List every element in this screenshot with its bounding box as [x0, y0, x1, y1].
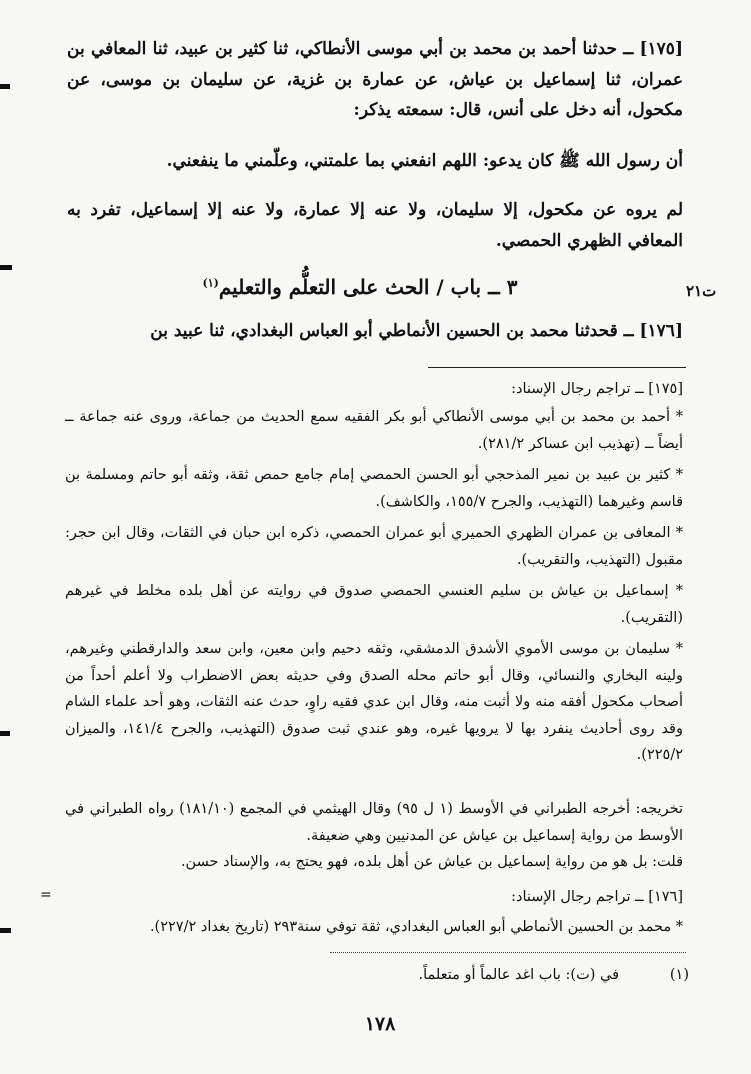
chapter-heading-text: ٣ ــ باب / الحث على التعلُّم والتعليم	[218, 275, 518, 299]
narrator-entry: * كثير بن عبيد بن نمير المذحجي أبو الحسن الحمصي إمام جامع حمص ثقة، وثقه أبو حاتم ومسلمة بن قاسم وغيرهما (التهذيب، والجرح ١٥٥/٧، والكاشف).	[65, 467, 683, 510]
hadith-175-text: أن رسول الله ﷺ كان يدعو: اللهم انفعني بما علمتني، وعلّمني ما ينفعني.	[166, 151, 683, 171]
narrator-entry: * المعافى بن عمران الظهري الحميري أبو عمران الحمصي، ذكره ابن حبان في الثقات، وقال ابن حجر: مقبول (التهذيب، والتقريب).	[65, 525, 683, 568]
footnote-heading-176: [١٧٦] ــ تراجم رجال الإسناد:	[511, 889, 683, 905]
chapter-heading	[100, 275, 620, 299]
hadith-176-isnad: [١٧٦] ــ قحدثنا محمد بن الحسين الأنماطي أبو العباس البغدادي، ثنا عبيد بن	[150, 321, 683, 341]
narrator-entry: * إسماعيل بن عياش بن سليم العنسي الحمصي صدوق في روايته عن أهل بلده مخلط في غيرهم (التقريب).	[65, 583, 683, 626]
narrator-entry: * أحمد بن محمد بن أبي موسى الأنطاكي أبو بكر الفقيه سمع الحديث من جماعة، وروى عنه جماعة ــ أيضاً ــ (تهذيب ابن عساكر ٢٨١/٢).	[65, 409, 683, 452]
footnote-1-text: في (ت): باب اغد عالماً أو متعلماً.	[418, 967, 619, 983]
hadith-175-isnad: [١٧٥] ــ حدثنا أحمد بن محمد بن أبي موسى الأنطاكي، ثنا كثير بن عبيد، ثنا المعافي بن عمران، ثنا إسماعيل بن عياش، عن عمارة بن غزية، عن سليمان بن موسى، عن مكحول، أنه دخل على أنس، قال: سمعته يذكر:	[67, 39, 683, 120]
narrator-entry: * محمد بن الحسين الأنماطي أبو العباس البغدادي، ثقة توفي سنة٢٩٣ (تاريخ بغداد ٢٢٧/٢).	[149, 919, 683, 935]
takhrij-note: تخريجه: أخرجه الطبراني في الأوسط (١ ل ٩٥) وقال الهيثمي في المجمع (١٨١/١٠) رواه الطبراني في الأوسط من رواية إسماعيل بن عياش عن المدنيين وهي ضعيفة.	[65, 801, 683, 844]
footnote-dotted-divider	[330, 952, 686, 953]
page-number: ١٧٨	[364, 1013, 396, 1035]
binding-edge-mark	[0, 84, 10, 89]
manuscript-folio-ref: ت٢١	[686, 282, 717, 300]
chapter-heading-footnote-ref: (١)	[202, 276, 219, 290]
footnote-divider	[428, 367, 686, 368]
footnote-heading-175: [١٧٥] ــ تراجم رجال الإسناد:	[511, 381, 683, 397]
binding-edge-mark	[0, 928, 11, 933]
binding-edge-mark	[0, 731, 10, 736]
edge-symbol: =	[40, 887, 52, 903]
footnote-1-number: (١)	[669, 967, 689, 983]
narrator-entry: * سليمان بن موسى الأموي الأشدق الدمشقي، وثقه دحيم وابن معين، وابن سعد والدارقطني وغيرهم، ولينه البخاري والنسائي، وقال أبو حاتم محله الصدق وفي حديثه بعض الاضطراب ولا أعلم أحداً من أصحاب مكحول أفقه منه ولا أثبت منه، وقال ابن عدي فقيه راوٍ، حدث عنه الثقات، وهو أحد علماء الشام وقد روى أحاديث ينفرد بها لا يرويها غيره، وهو عندي ثبت صدوق (التهذيب، والجرح ١٤١/٤، والميزان ٢٢٥/٢).	[65, 641, 683, 763]
editor-comment: قلت: بل هو من رواية إسماعيل بن عياش عن أهل بلده، فهو يحتج به، والإسناد حسن.	[180, 854, 683, 870]
hadith-175-comment: لم يروه عن مكحول، إلا سليمان، ولا عنه إلا عمارة، ولا عنه إلا إسماعيل، تفرد به المعافي الظهري الحمصي.	[67, 200, 683, 251]
binding-edge-mark	[0, 265, 12, 270]
